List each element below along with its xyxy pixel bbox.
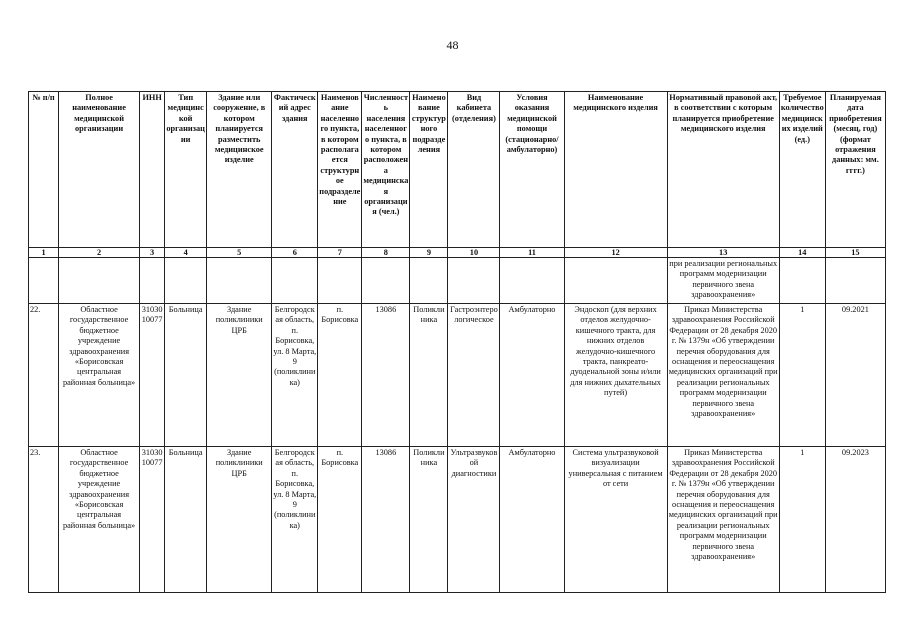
header-cell: Требуемое количество медицинских изделий (ед.) — [779, 92, 825, 248]
header-cell: Фактический адрес здания — [272, 92, 318, 248]
table-row — [29, 304, 886, 447]
column-number: 11 — [500, 248, 564, 258]
care-conditions: Амбулаторно — [500, 447, 564, 593]
structural-unit: Поликлиника — [410, 304, 448, 447]
inn: 3103010077 — [140, 304, 165, 447]
column-number-row — [29, 248, 886, 258]
header-cell: Условия оказания медицинской помощи (стационарно/амбулаторно) — [500, 92, 564, 248]
continuation-row — [29, 258, 886, 304]
header-cell: Здание или сооружение, в котором планируется разместить медицинское изделие — [207, 92, 272, 248]
population: 13086 — [362, 447, 410, 593]
quantity: 1 — [779, 304, 825, 447]
column-number: 9 — [410, 248, 448, 258]
column-number: 2 — [59, 248, 140, 258]
planned-date: 09.2023 — [825, 447, 885, 593]
cabinet-type: Гастроэнтерологическое — [448, 304, 500, 447]
column-number: 13 — [667, 248, 779, 258]
planned-date: 09.2021 — [825, 304, 885, 447]
column-number: 4 — [165, 248, 207, 258]
column-number: 5 — [207, 248, 272, 258]
header-cell: Полное наименование медицинской организации — [59, 92, 140, 248]
care-conditions: Амбулаторно — [500, 304, 564, 447]
header-cell: Вид кабинета (отделения) — [448, 92, 500, 248]
continuation-text: при реализации региональных программ модернизации первичного звена здравоохранения» — [667, 258, 779, 304]
medical-device: Система ультразвуковой визуализации универсальная с питанием от сети — [564, 447, 667, 593]
column-number: 12 — [564, 248, 667, 258]
cabinet-type: Ультразвуковой диагностики — [448, 447, 500, 593]
medical-device: Эндоскоп (для верхних отделов желудочно-кишечного тракта, для нижних отделов желудочно-кишечного тракта, панкреато-дуоденальной зоны и/или для нижних дыхательных путей) — [564, 304, 667, 447]
header-cell: Наименование медицинского изделия — [564, 92, 667, 248]
column-number: 1 — [29, 248, 59, 258]
column-number: 8 — [362, 248, 410, 258]
building: Здание поликлиники ЦРБ — [207, 304, 272, 447]
organization-name: Областное государственное бюджетное учреждение здравоохранения «Борисовская центральная районная больница» — [59, 304, 140, 447]
settlement: п. Борисовка — [318, 447, 362, 593]
table-row — [29, 447, 886, 593]
structural-unit: Поликлиника — [410, 447, 448, 593]
header-cell: ИНН — [140, 92, 165, 248]
address: Белгородская область, п. Борисовка, ул. 8 Марта, 9 (поликлиника) — [272, 447, 318, 593]
page-number: 48 — [446, 38, 459, 52]
equipment-table — [28, 91, 886, 593]
header-cell: Наименование населенного пункта, в котором располагается структурное подразделение — [318, 92, 362, 248]
building: Здание поликлиники ЦРБ — [207, 447, 272, 593]
row-number: 23. — [29, 447, 59, 593]
quantity: 1 — [779, 447, 825, 593]
column-number: 7 — [318, 248, 362, 258]
column-number: 15 — [825, 248, 885, 258]
column-number: 10 — [448, 248, 500, 258]
header-cell: Планируемая дата приобретения (месяц, год) (формат отражения данных: мм. гггг.) — [825, 92, 885, 248]
header-cell: Численность населения населенного пункта, в котором расположена медицинская организация (чел.) — [362, 92, 410, 248]
organization-name: Областное государственное бюджетное учреждение здравоохранения «Борисовская центральная районная больница» — [59, 447, 140, 593]
header-cell: Тип медицинской организации — [165, 92, 207, 248]
column-number: 14 — [779, 248, 825, 258]
row-number: 22. — [29, 304, 59, 447]
legal-act: Приказ Министерства здравоохранения Российской Федерации от 28 декабря 2020 г. № 1379н «Об утверждении перечня оборудования для оснащения и переоснащения медицинских организаций при реализации региональных программ модернизации первичного звена здравоохранения» — [667, 304, 779, 447]
address: Белгородская область, п. Борисовка, ул. 8 Марта, 9 (поликлиника) — [272, 304, 318, 447]
organization-type: Больница — [165, 447, 207, 593]
header-cell: № п/п — [29, 92, 59, 248]
column-number: 3 — [140, 248, 165, 258]
header-cell: Наименование структурного подразделения — [410, 92, 448, 248]
organization-type: Больница — [165, 304, 207, 447]
column-number: 6 — [272, 248, 318, 258]
header-cell: Нормативный правовой акт, в соответствии с которым планируется приобретение медицинского изделия — [667, 92, 779, 248]
inn: 3103010077 — [140, 447, 165, 593]
legal-act: Приказ Министерства здравоохранения Российской Федерации от 28 декабря 2020 г. № 1379н «Об утверждении перечня оборудования для оснащения и переоснащения медицинских организаций при реализации региональных программ модернизации первичного звена здравоохранения» — [667, 447, 779, 593]
population: 13086 — [362, 304, 410, 447]
settlement: п. Борисовка — [318, 304, 362, 447]
header-row — [29, 92, 886, 248]
